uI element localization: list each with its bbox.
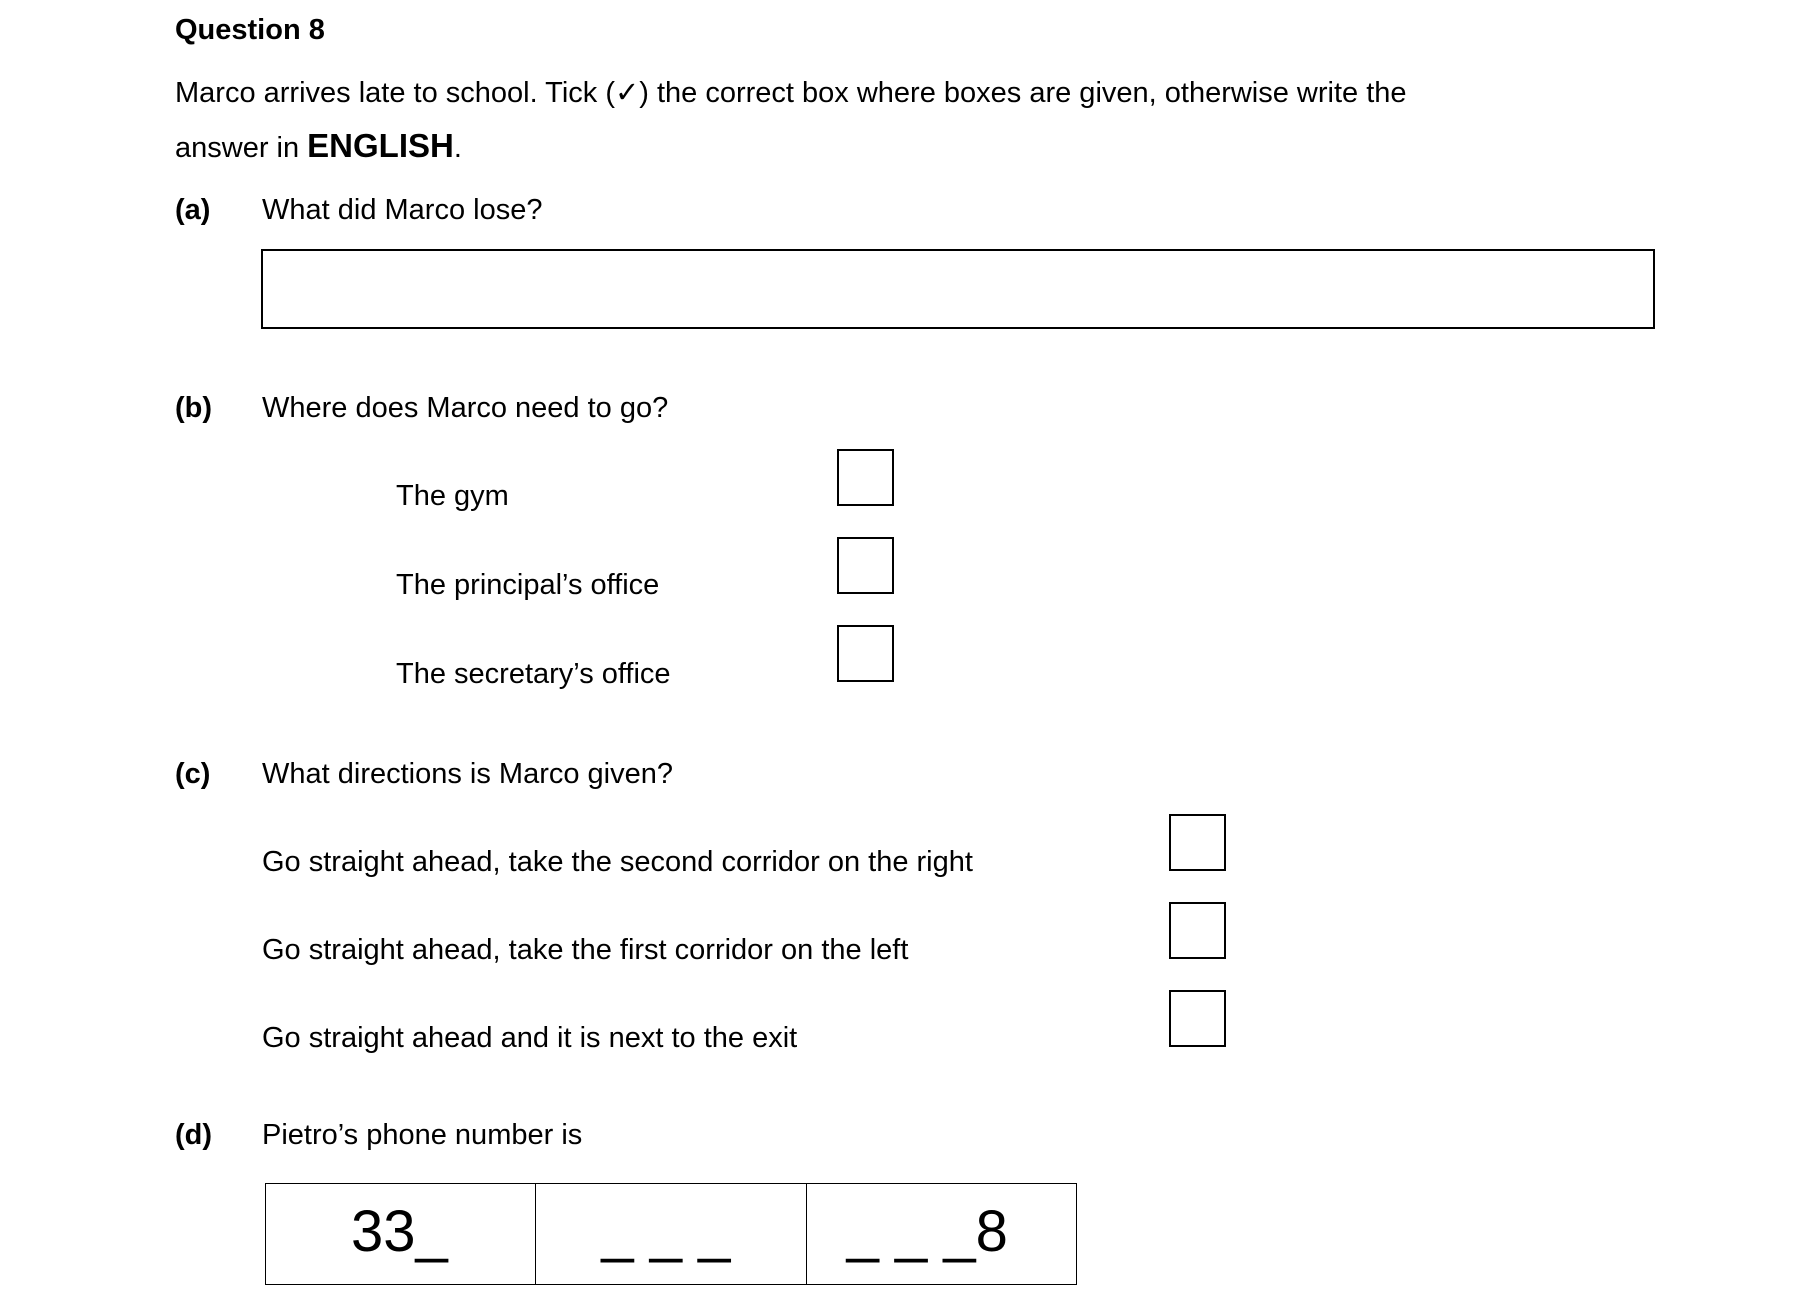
checkbox-first-corridor-left[interactable] <box>1169 902 1226 959</box>
option-label: The gym <box>396 480 509 512</box>
checkbox-next-to-exit[interactable] <box>1169 990 1226 1047</box>
part-a-question: What did Marco lose? <box>262 194 543 226</box>
checkbox-the-gym[interactable] <box>837 449 894 506</box>
option-label: Go straight ahead, take the first corridor on the left <box>262 934 909 966</box>
checkbox-second-corridor-right[interactable] <box>1169 814 1226 871</box>
part-d-question: Pietro’s phone number is <box>262 1119 583 1151</box>
option-label: The principal’s office <box>396 569 660 601</box>
phone-cell-text: _ _ _8 <box>846 1199 1008 1264</box>
part-b-label: (b) <box>175 392 213 424</box>
option-label: The secretary’s office <box>396 658 671 690</box>
part-a-label: (a) <box>175 194 211 226</box>
checkbox-secretarys-office[interactable] <box>837 625 894 682</box>
instructions-line-1: Marco arrives late to school. Tick (✓) the correct box where boxes are given, otherwise write the <box>175 77 1407 109</box>
phone-cell-2[interactable] <box>536 1184 806 1284</box>
instructions-suffix: . <box>453 132 462 164</box>
option-label: Go straight ahead, take the second corridor on the right <box>262 846 973 878</box>
question-title: Question 8 <box>175 14 325 46</box>
phone-cell-1[interactable] <box>266 1184 536 1284</box>
part-b-question: Where does Marco need to go? <box>262 392 669 424</box>
option-label: Go straight ahead and it is next to the exit <box>262 1022 798 1054</box>
part-a-answer-box[interactable] <box>261 249 1655 329</box>
instructions-prefix: answer in <box>175 132 308 164</box>
instructions-english: ENGLISH <box>307 127 454 164</box>
phone-cell-3[interactable] <box>807 1184 1076 1284</box>
phone-cell-text: 33_ <box>351 1199 448 1264</box>
part-c-label: (c) <box>175 758 211 790</box>
instructions-line-2 <box>175 129 462 163</box>
part-c-question: What directions is Marco given? <box>262 758 673 790</box>
part-d-label: (d) <box>175 1119 213 1151</box>
checkbox-principals-office[interactable] <box>837 537 894 594</box>
phone-number-table <box>265 1183 1077 1285</box>
phone-cell-text: _ _ _ <box>601 1199 731 1264</box>
